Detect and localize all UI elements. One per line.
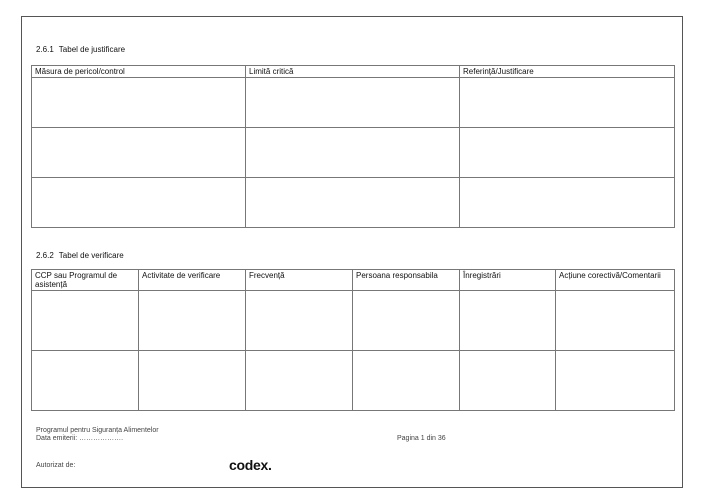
table-cell[interactable] [246, 78, 460, 128]
footer-authorized-by: Autorizat de: [36, 462, 76, 469]
table-cell[interactable] [556, 291, 675, 351]
column-header: Limită critică [246, 66, 460, 78]
table-cell[interactable] [246, 128, 460, 178]
table-row [32, 78, 675, 128]
table-cell[interactable] [139, 351, 246, 411]
footer-issue-date: Data emiterii: ………………. [36, 435, 124, 442]
section-title: Tabel de justificare [58, 45, 126, 54]
column-header: Activitate de verificare [139, 270, 246, 291]
table-cell[interactable] [32, 78, 246, 128]
table-cell[interactable] [460, 291, 556, 351]
codex-logo: codex. [229, 457, 272, 473]
section-number: 2.6.2 [36, 251, 54, 260]
table-cell[interactable] [139, 291, 246, 351]
column-header: Persoana responsabila [353, 270, 460, 291]
section-number: 2.6.1 [36, 45, 54, 54]
column-header: Înregistrări [460, 270, 556, 291]
justification-table [31, 65, 675, 228]
verification-table [31, 269, 675, 411]
table-cell[interactable] [246, 291, 353, 351]
table-row [32, 351, 675, 411]
column-header: Referință/Justificare [460, 66, 675, 78]
footer-page-number: Pagina 1 din 36 [397, 435, 446, 442]
table-row [32, 291, 675, 351]
table-row [32, 178, 675, 228]
column-header: Frecvență [246, 270, 353, 291]
column-header: Măsura de pericol/control [32, 66, 246, 78]
table-cell[interactable] [353, 351, 460, 411]
table-cell[interactable] [460, 128, 675, 178]
table-cell[interactable] [460, 178, 675, 228]
table-cell[interactable] [32, 128, 246, 178]
column-header: Acțiune corectivă/Comentarii [556, 270, 675, 291]
section-heading-verification [36, 251, 124, 260]
table-cell[interactable] [460, 351, 556, 411]
table-cell[interactable] [246, 351, 353, 411]
table-cell[interactable] [556, 351, 675, 411]
table-cell[interactable] [246, 178, 460, 228]
table-row [32, 128, 675, 178]
table-cell[interactable] [32, 351, 139, 411]
table-cell[interactable] [353, 291, 460, 351]
column-header: CCP sau Programul de asistență [32, 270, 139, 291]
table-cell[interactable] [32, 178, 246, 228]
table-header-row [32, 66, 675, 78]
table-cell[interactable] [32, 291, 139, 351]
table-cell[interactable] [460, 78, 675, 128]
footer-program: Programul pentru Siguranța Alimentelor [36, 427, 159, 434]
section-heading-justification [36, 45, 125, 54]
table-header-row [32, 270, 675, 291]
section-title: Tabel de verificare [58, 251, 124, 260]
